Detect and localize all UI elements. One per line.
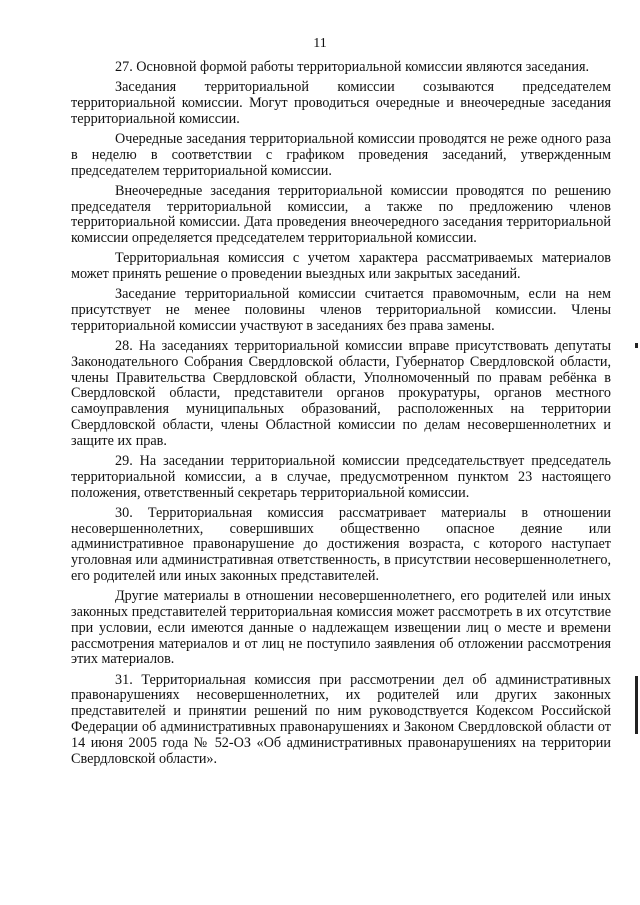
paragraph-27: 27. Основной формой работы территориальной комиссии являются заседания. bbox=[115, 59, 590, 75]
paragraph-quorum: Заседание территориальной комиссии считается правомочным, если на нем присутствует не менее половины членов территориальной комиссии. Члены территориальной комиссии участвуют в заседаниях без права замены. bbox=[71, 286, 611, 334]
scan-edge-mark bbox=[635, 343, 638, 348]
scan-edge-mark bbox=[635, 676, 638, 734]
paragraph-30: 30. Территориальная комиссия рассматривает материалы в отношении несовершеннолетних, совершивших общественно опасное деяние или административное правонарушение до достижения возраста, с которого наступает уголовная или административная ответственность, в присутствии несовершеннолетнего, его родителей или иных законных представителей. bbox=[71, 504, 611, 585]
paragraph-29: 29. На заседании территориальной комиссии председательствует председатель территориальной комиссии, а в случае, предусмотренном пунктом 23 настоящего положения, ответственный секретарь территориальной комиссии. bbox=[71, 453, 611, 501]
paragraph-sessions-convened: Заседания территориальной комиссии созываются председателем территориальной комиссии. Могут проводиться очередные и внеочередные заседания территориальной комиссии. bbox=[71, 79, 611, 127]
page-number: 11 bbox=[313, 36, 327, 51]
paragraph-extraordinary-sessions: Внеочередные заседания территориальной комиссии проводятся по решению председателя территориальной комиссии, а также по предложению членов территориальной комиссии. Дата проведения внеочередного заседания территориальной комиссии определяется председателем территориальной комиссии. bbox=[71, 182, 611, 247]
paragraph-offsite-closed-sessions: Территориальная комиссия с учетом характера рассматриваемых материалов может принять решение о проведении выездных или закрытых заседаний. bbox=[71, 250, 611, 283]
paragraph-28: 28. На заседаниях территориальной комиссии вправе присутствовать депутаты Законодательного Собрания Свердловской области, Губернатор Свердловской области, члены Правительства Свердловской области, Уполномоченный по правам ребёнка в Свердловской области, представители органов прокуратуры, органов местного самоуправления муниципальных образований, расположенных на территории Свердловской области, члены Областной комиссии по делам несовершеннолетних и защите их прав. bbox=[71, 338, 611, 449]
paragraph-31: 31. Территориальная комиссия при рассмотрении дел об административных правонарушениях несовершеннолетних, их родителей или других законных представителей и принятии решений по ним руководствуется Кодексом Российской Федерации об административных правонарушениях и Законом Свердловской области от 14 июня 2005 года № 52-ОЗ «Об административных правонарушениях на территории Свердловской области». bbox=[71, 671, 611, 767]
paragraph-regular-sessions: Очередные заседания территориальной комиссии проводятся не реже одного раза в неделю в соответствии с графиком проведения заседаний, утвержденным председателем территориальной комиссии. bbox=[71, 130, 611, 179]
document-body bbox=[71, 60, 611, 772]
paragraph-other-materials: Другие материалы в отношении несовершеннолетнего, его родителей или иных законных представителей территориальная комиссия может рассмотреть в их отсутствие при условии, если имеются данные о надлежащем извещении лиц о месте и времени рассмотрения материалов и от лиц не поступило заявления об отложении рассмотрения этих материалов. bbox=[71, 588, 611, 668]
